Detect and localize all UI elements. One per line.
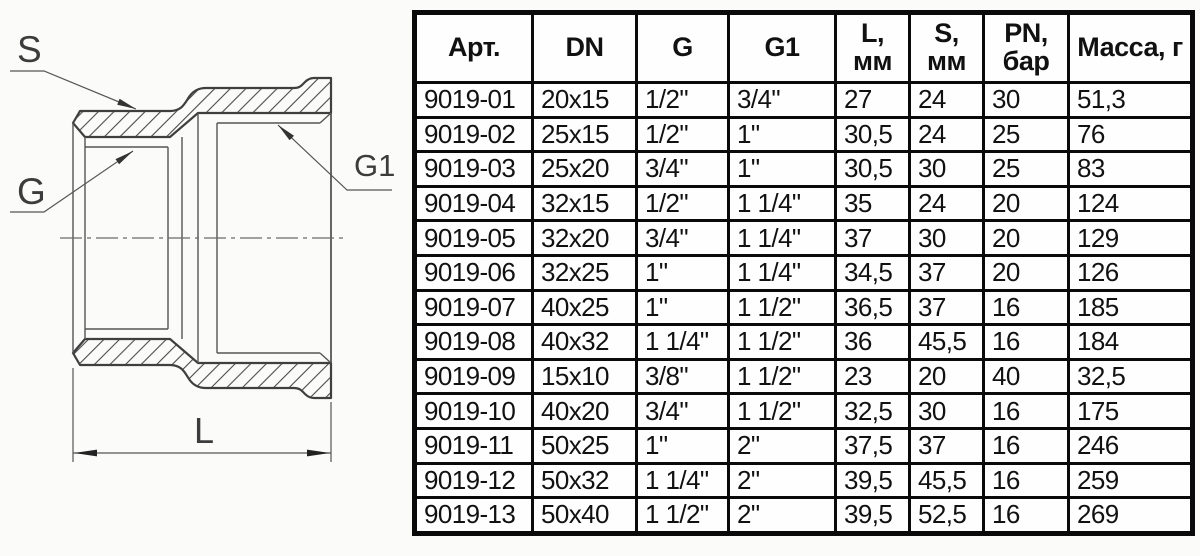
cell-art: 9019-07: [415, 290, 533, 325]
cell-l-mm: 32,5: [836, 394, 910, 429]
cell-mass-g: 76: [1069, 117, 1193, 152]
cell-g: 1": [637, 428, 729, 463]
cell-dn: 50x32: [533, 463, 637, 498]
cell-s-mm: 24: [910, 186, 984, 221]
cell-g1: 1 1/2": [729, 359, 836, 394]
cell-g1: 3/4": [729, 83, 836, 118]
header-cell-dn: DN: [533, 13, 637, 83]
cell-g1: 1 1/2": [729, 290, 836, 325]
cell-pn-bar: 20: [984, 186, 1069, 221]
cell-mass-g: 83: [1069, 152, 1193, 187]
cell-s-mm: 37: [910, 290, 984, 325]
cell-l-mm: 37,5: [836, 428, 910, 463]
cell-mass-g: 126: [1069, 255, 1193, 290]
table-row: [415, 428, 1193, 463]
cell-mass-g: 124: [1069, 186, 1193, 221]
cell-dn: 40x20: [533, 394, 637, 429]
cell-art: 9019-06: [415, 255, 533, 290]
cell-g1: 1": [729, 152, 836, 187]
cell-g: 1 1/2": [637, 498, 729, 534]
cell-dn: 40x25: [533, 290, 637, 325]
spec-table-head: [415, 13, 1193, 83]
cell-g1: 2": [729, 428, 836, 463]
cell-s-mm: 30: [910, 152, 984, 187]
cell-g: 3/4": [637, 394, 729, 429]
cell-g: 3/8": [637, 359, 729, 394]
cell-l-mm: 36,5: [836, 290, 910, 325]
cell-dn: 32x20: [533, 221, 637, 256]
cell-g: 1/2": [637, 117, 729, 152]
fitting-cross-section-drawing: [0, 0, 410, 556]
cell-s-mm: 20: [910, 359, 984, 394]
cell-art: 9019-12: [415, 463, 533, 498]
cell-s-mm: 45,5: [910, 325, 984, 360]
cell-s-mm: 24: [910, 83, 984, 118]
cell-art: 9019-05: [415, 221, 533, 256]
header-cell-pn-bar: PN, бар: [984, 13, 1069, 83]
cell-l-mm: 39,5: [836, 498, 910, 534]
cell-l-mm: 27: [836, 83, 910, 118]
cell-pn-bar: 40: [984, 359, 1069, 394]
table-row: [415, 325, 1193, 360]
label-thread-g: G: [17, 171, 46, 212]
cell-mass-g: 269: [1069, 498, 1193, 534]
table-row: [415, 117, 1193, 152]
cell-g1: 1 1/4": [729, 186, 836, 221]
cell-mass-g: 246: [1069, 428, 1193, 463]
table-row: [415, 83, 1193, 118]
cell-l-mm: 30,5: [836, 117, 910, 152]
table-row: [415, 152, 1193, 187]
cell-s-mm: 52,5: [910, 498, 984, 534]
table-row: [415, 255, 1193, 290]
cell-g: 1 1/4": [637, 463, 729, 498]
cell-art: 9019-04: [415, 186, 533, 221]
cell-g1: 1 1/4": [729, 221, 836, 256]
cell-g: 1 1/4": [637, 325, 729, 360]
cell-g1: 2": [729, 498, 836, 534]
cell-pn-bar: 16: [984, 498, 1069, 534]
cell-dn: 32x15: [533, 186, 637, 221]
cell-art: 9019-13: [415, 498, 533, 534]
cell-mass-g: 175: [1069, 394, 1193, 429]
cell-g: 3/4": [637, 152, 729, 187]
cell-s-mm: 37: [910, 428, 984, 463]
cell-art: 9019-09: [415, 359, 533, 394]
cell-mass-g: 32,5: [1069, 359, 1193, 394]
cell-art: 9019-01: [415, 83, 533, 118]
cell-pn-bar: 20: [984, 221, 1069, 256]
cell-g1: 2": [729, 463, 836, 498]
cell-s-mm: 30: [910, 394, 984, 429]
cell-l-mm: 35: [836, 186, 910, 221]
cell-dn: 25x15: [533, 117, 637, 152]
cell-mass-g: 184: [1069, 325, 1193, 360]
header-cell-l-mm: L, мм: [836, 13, 910, 83]
cell-dn: 25x20: [533, 152, 637, 187]
table-row: [415, 186, 1193, 221]
cell-art: 9019-03: [415, 152, 533, 187]
cell-dn: 40x32: [533, 325, 637, 360]
cell-g1: 1 1/2": [729, 325, 836, 360]
spec-table: [412, 10, 1195, 536]
label-length-l: L: [194, 410, 215, 451]
table-row: [415, 394, 1193, 429]
cell-pn-bar: 16: [984, 290, 1069, 325]
cell-pn-bar: 20: [984, 255, 1069, 290]
header-cell-s-mm: S, мм: [910, 13, 984, 83]
cell-l-mm: 34,5: [836, 255, 910, 290]
cell-art: 9019-02: [415, 117, 533, 152]
cell-art: 9019-10: [415, 394, 533, 429]
cell-l-mm: 37: [836, 221, 910, 256]
header-cell-art: Арт.: [415, 13, 533, 83]
cell-s-mm: 37: [910, 255, 984, 290]
cell-l-mm: 23: [836, 359, 910, 394]
cell-art: 9019-08: [415, 325, 533, 360]
header-row: [415, 13, 1193, 83]
table-row: [415, 221, 1193, 256]
cell-dn: 15x10: [533, 359, 637, 394]
table-row: [415, 290, 1193, 325]
section-wall-top: [73, 78, 331, 137]
fitting-drawing-svg: [0, 0, 410, 556]
cell-l-mm: 36: [836, 325, 910, 360]
cell-g: 1": [637, 255, 729, 290]
cell-pn-bar: 16: [984, 463, 1069, 498]
cell-dn: 20x15: [533, 83, 637, 118]
cell-s-mm: 45,5: [910, 463, 984, 498]
table-row: [415, 463, 1193, 498]
cell-l-mm: 30,5: [836, 152, 910, 187]
table-row: [415, 359, 1193, 394]
cell-pn-bar: 16: [984, 394, 1069, 429]
section-wall-bottom: [73, 339, 331, 398]
cell-pn-bar: 25: [984, 117, 1069, 152]
table-row: [415, 498, 1193, 534]
cell-g: 1/2": [637, 83, 729, 118]
cell-mass-g: 129: [1069, 221, 1193, 256]
cell-dn: 32x25: [533, 255, 637, 290]
cell-mass-g: 185: [1069, 290, 1193, 325]
header-cell-g1: G1: [729, 13, 836, 83]
label-wrench-size-s: S: [17, 29, 42, 70]
cell-pn-bar: 30: [984, 83, 1069, 118]
header-cell-mass-g: Масса, г: [1069, 13, 1193, 83]
cell-art: 9019-11: [415, 428, 533, 463]
cell-g: 1/2": [637, 186, 729, 221]
cell-pn-bar: 16: [984, 325, 1069, 360]
cell-g1: 1 1/4": [729, 255, 836, 290]
cell-pn-bar: 25: [984, 152, 1069, 187]
label-thread-g1: G1: [354, 148, 396, 183]
cell-l-mm: 39,5: [836, 463, 910, 498]
cell-g1: 1": [729, 117, 836, 152]
cell-dn: 50x25: [533, 428, 637, 463]
cell-s-mm: 30: [910, 221, 984, 256]
cell-dn: 50x40: [533, 498, 637, 534]
cell-s-mm: 24: [910, 117, 984, 152]
cell-pn-bar: 16: [984, 428, 1069, 463]
cell-mass-g: 51,3: [1069, 83, 1193, 118]
cell-mass-g: 259: [1069, 463, 1193, 498]
cell-g: 3/4": [637, 221, 729, 256]
cell-g: 1": [637, 290, 729, 325]
cell-g1: 1 1/2": [729, 394, 836, 429]
header-cell-g: G: [637, 13, 729, 83]
spec-table-body: [415, 83, 1193, 534]
